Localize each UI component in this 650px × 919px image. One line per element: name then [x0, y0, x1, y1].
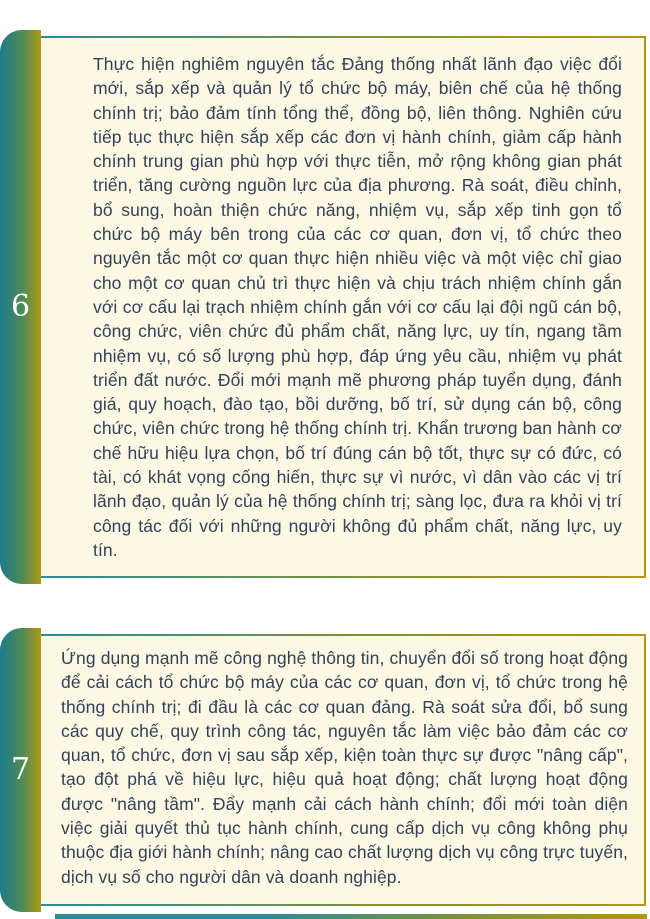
next-card-top-edge [55, 914, 647, 919]
card-7-number: 7 [10, 752, 31, 787]
card-6-number: 6 [10, 289, 31, 324]
card-7-panel [39, 634, 646, 906]
card-7-text: Ứng dụng mạnh mẽ công nghệ thông tin, chuyển đổi số trong hoạt động để cải cách tổ chức bộ máy của các cơ quan, đơn vị, tổ chức trong hệ thống chính trị; đi đầu là các cơ quan đảng. Rà soát sửa đổi, bổ sung các quy chế, quy trình công tác, nguyên tắc làm việc bảo đảm các cơ quan, tổ chức, đơn vị sau sắp xếp, kiện toàn thực sự được "nâng cấp", tạo đột phá về hiệu lực, hiệu quả hoạt động; chất lượng hoạt động được "nâng tầm". Đẩy mạnh cải cách hành chính; đổi mới toàn diện việc giải quyết thủ tục hành chính, cung cấp dịch vụ công không phụ thuộc địa giới hành chính; nâng cao chất lượng dịch vụ công trực tuyến, dịch vụ số cho người dân và doanh nghiệp. [61, 648, 628, 887]
card-item-6 [0, 30, 650, 584]
card-7-number-bar [0, 628, 41, 912]
card-item-7 [0, 628, 650, 912]
card-6-panel [39, 36, 646, 578]
card-6-text: Thực hiện nghiêm nguyên tắc Đảng thống nhất lãnh đạo việc đổi mới, sắp xếp và quản lý tổ chức bộ máy, biên chế của hệ thống chính trị; bảo đảm tính tổng thể, đồng bộ, liên thông. Nghiên cứu tiếp tục thực hiện sắp xếp các đơn vị hành chính, giảm cấp hành chính trung gian phù hợp với thực tiễn, mở rộng không gian phát triển, tăng cường nguồn lực của địa phương. Rà soát, điều chỉnh, bổ sung, hoàn thiện chức năng, nhiệm vụ, sắp xếp tinh gọn tổ chức bộ máy bên trong của các cơ quan, đơn vị, tổ chức theo nguyên tắc một cơ quan thực hiện nhiều việc và một việc chỉ giao cho một cơ quan chủ trì thực hiện và chịu trách nhiệm chính gắn với cơ cấu lại trạch nhiệm chính gắn với cơ cấu lại đội ngũ cán bộ, công chức, viên chức đủ phẩm chất, năng lực, uy tín, ngang tầm nhiệm vụ, có số lượng phù hợp, đáp ứng yêu cầu, nhiệm vụ phát triển đất nước. Đổi mới mạnh mẽ phương pháp tuyển dụng, đánh giá, quy hoạch, đào tạo, bồi dưỡng, bố trí, sử dụng cán bộ, công chức, viên chức trong hệ thống chính trị. Khẩn trương ban hành cơ chế hữu hiệu lựa chọn, bố trí đúng cán bộ tốt, thực sự có đức, có tài, có khát vọng cống hiến, thực sự vì nước, vì dân vào các vị trí lãnh đạo, quản lý của hệ thống chính trị; sàng lọc, đưa ra khỏi vị trí công tác đối với những người không đủ phẩm chất, năng lực, uy tín. [93, 54, 622, 560]
card-6-number-bar [0, 30, 41, 584]
